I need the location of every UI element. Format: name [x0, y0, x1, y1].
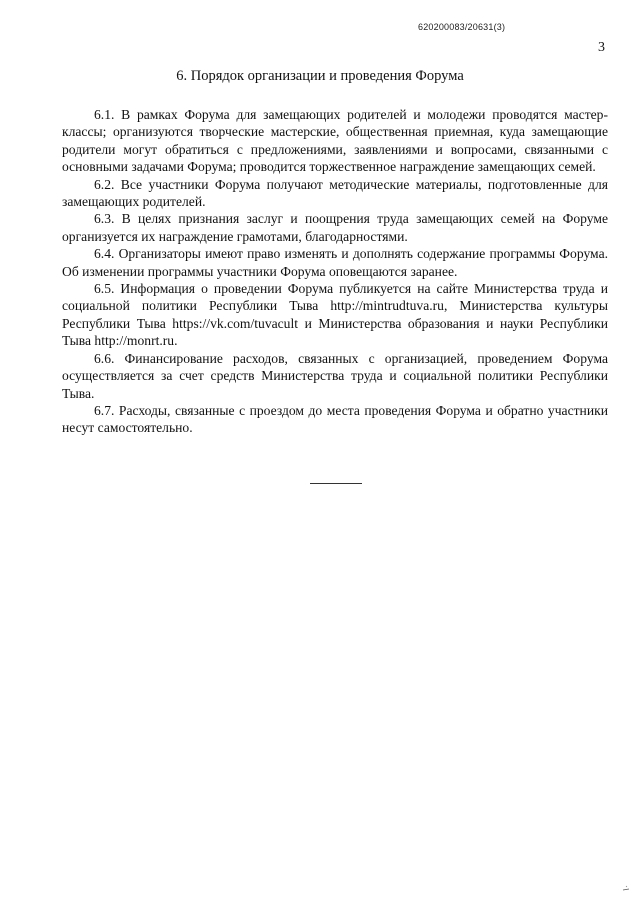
page-number: 3	[598, 40, 605, 55]
document-body	[62, 106, 608, 437]
paragraph-6-7: 6.7. Расходы, связанные с проездом до места проведения Форума и обратно участники несут самостоятельно.	[62, 402, 608, 436]
scan-mark-icon	[622, 884, 630, 892]
paragraph-6-1: 6.1. В рамках Форума для замещающих родителей и молодежи проводятся мастер-классы; организуются творческие мастерские, общественная приемная, куда замещающие родители могут обратиться с предложениями, заявлениями и вопросами, связанными с основными задачами Форума; проводится торжественное награждение замещающих семей.	[62, 107, 608, 175]
section-title: 6. Порядок организации и проведения Форума	[176, 68, 464, 84]
paragraph-6-5: 6.5. Информация о проведении Форума публикуется на сайте Министерства труда и социальной политики Республики Тыва http://mintrudtuva.ru, Министерства культуры Республики Тыва https://vk.com/tuvacult и Министерства образования и науки Республики Тыва http://monrt.ru.	[62, 281, 608, 349]
end-of-text-divider	[310, 483, 362, 484]
paragraph-6-2: 6.2. Все участники Форума получают методические материалы, подготовленные для замещающих родителей.	[62, 176, 608, 210]
paragraph-6-6: 6.6. Финансирование расходов, связанных с организацией, проведением Форума осуществляется за счет средств Министерства труда и социальной политики Республики Тыва.	[62, 350, 608, 401]
document-id: 620200083/20631(3)	[418, 22, 506, 32]
paragraph-6-3: 6.3. В целях признания заслуг и поощрения труда замещающих семей на Форуме организуется их награждение грамотами, благодарностями.	[62, 211, 608, 244]
paragraph-6-4: 6.4. Организаторы имеют право изменять и дополнять содержание программы Форума. Об изменении программы участники Форума оповещаются заранее.	[62, 246, 608, 279]
